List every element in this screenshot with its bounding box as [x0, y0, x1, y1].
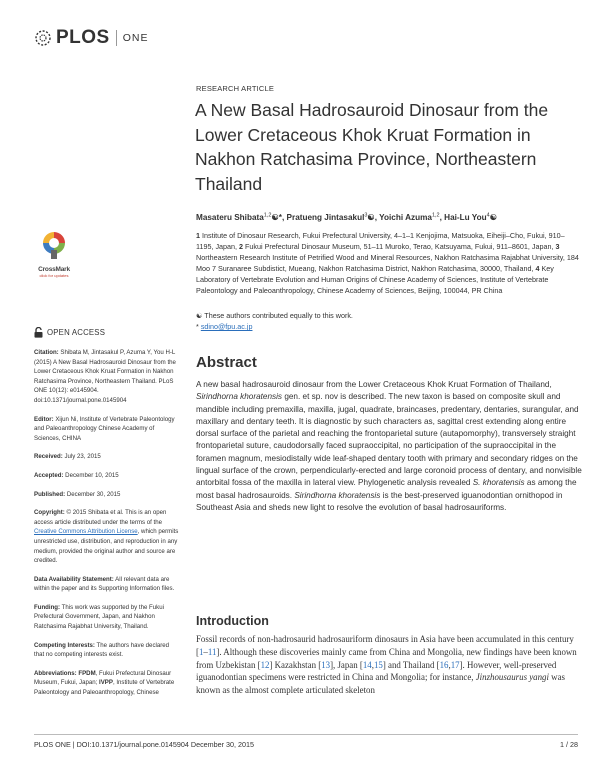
data-availability-block	[34, 575, 180, 594]
footer-citation: PLOS ONE | DOI:10.1371/journal.pone.0145904 December 30, 2015	[34, 740, 255, 749]
abstract-heading: Abstract	[196, 354, 257, 371]
received-date: July 23, 2015	[64, 453, 101, 461]
cc-license-link[interactable]: Creative Commons Attribution License	[34, 528, 138, 536]
competing-interests-block	[34, 641, 180, 660]
reference-link[interactable]: 15	[373, 659, 383, 670]
affil-text: Institute of Dinosaur Research, Fukui Prefectural University, 4–1–1 Kenjojima, Matsuoka, Eiheiji–Cho, Fukui, 910–1195, Japan,	[196, 231, 565, 251]
introduction-heading: Introduction	[196, 614, 269, 628]
corresponding-mark: *	[196, 322, 199, 331]
funding-label: Funding:	[34, 603, 61, 611]
logo-journal-name: ONE	[122, 32, 149, 44]
received-block	[34, 452, 180, 462]
data-availability-label: Data Availability Statement:	[34, 575, 114, 583]
intro-part: was known as the almost complete articulated skeleton	[196, 672, 565, 696]
open-access-label: OPEN ACCESS	[47, 328, 106, 337]
intro-part: Fossil records of non-hadrosaurid hadrosauriform dinosaurs in Asia have been accumulated in this century [	[196, 634, 574, 657]
citation-label: Citation:	[34, 349, 59, 356]
author-name[interactable]: Hai-Lu You	[444, 213, 487, 222]
received-label: Received:	[34, 453, 63, 461]
author-mark: ☯	[367, 213, 375, 222]
abbrev-text: , Fukui Prefectural Dinosaur Museum, Fukui, Japan;	[34, 669, 172, 687]
abbrev-term: IVPP	[99, 679, 113, 687]
affil-number: 1	[196, 231, 200, 240]
reference-link[interactable]: 11	[207, 646, 217, 657]
funding-text: This work was supported by the Fukui Prefectural Government, Japan, and Nakhon Ratchasima Rajabhat University, Thailand.	[34, 603, 164, 631]
reference-link[interactable]: 13	[321, 659, 331, 670]
species-name: Jinzhousaurus yangi	[475, 672, 549, 683]
plos-logo-icon	[34, 29, 52, 47]
author-affil: 1,2	[431, 212, 440, 219]
intro-part: ,	[448, 659, 451, 670]
affil-text: Northeastern Research Institute of Petrified Wood and Mineral Resources, Nakhon Ratchasima Rajabhat University, 184 Moo 7 Suranaree Subdistict, Mueang, Nakhon Ratchasima District, Nakhon Ratchasima, 30000, Thailand,	[196, 253, 579, 273]
abstract-part: A new basal hadrosauroid dinosaur from the Lower Cretaceous Khok Kruat Formation of Thailand,	[196, 380, 552, 389]
open-lock-icon	[34, 327, 43, 338]
intro-part: ] Kazakhstan [	[269, 659, 322, 670]
affiliations	[196, 230, 581, 296]
affil-number: 3	[555, 242, 560, 251]
copyright-text: © 2015 Shibata et al. This is an open access article distributed under the terms of the	[34, 509, 167, 526]
crossmark-label: CrossMark	[38, 266, 70, 273]
author-notes	[196, 310, 353, 332]
species-name-short: S. khoratensis	[472, 478, 525, 488]
corresponding-email-link[interactable]: sdino@fpu.ac.jp	[200, 322, 253, 331]
intro-part: ]. However, well-preserved iguanodontian specimens were restricted in China and Mongolia; for instance,	[196, 659, 557, 683]
logo-brand: PLOS	[56, 27, 110, 48]
crossmark-icon	[41, 230, 67, 260]
author-affil: 3	[364, 212, 368, 219]
author-mark: ☯*	[271, 213, 282, 222]
affil-number: 4	[535, 264, 540, 273]
species-name: Sirindhorna khoratensis	[294, 490, 381, 500]
editor-block	[34, 415, 180, 444]
editor-label: Editor:	[34, 415, 54, 423]
accepted-block	[34, 471, 180, 481]
intro-part: ], Japan [	[330, 659, 363, 670]
competing-interests-text: The authors have declared that no competing interests exist.	[34, 641, 170, 659]
article-title: A New Basal Hadrosauroid Dinosaur from the Lower Cretaceous Khok Kruat Formation in Nakhon Ratchasima Province, Northeastern Thailand	[195, 100, 549, 194]
abbrev-term: FPDM	[78, 669, 96, 677]
copyright-text-end: , which permits unrestricted use, distribution, and reproduction in any medium, provided the original author and source are credited.	[34, 528, 179, 565]
reference-link[interactable]: 12	[260, 659, 270, 670]
reference-link[interactable]: 1	[198, 646, 204, 657]
intro-part: ]. Although these discoveries mainly came from China and Mongolia, new findings have been known from Uzbekistan [	[196, 646, 577, 670]
citation-text: Shibata M, Jintasakul P, Azuma Y, You H-L (2015) A New Basal Hadrosauroid Dinosaur from the Lower Cretaceous Khok Kruat Formation in Nakhon Ratchasima Province, Northeastern Thailand. PLoS ONE 10(12): e0145904. doi:10.1371/journal.pone.0145904	[34, 349, 176, 404]
abbreviations-label: Abbreviations:	[34, 669, 77, 677]
equal-contribution-note: ☯ These authors contributed equally to this work.	[196, 311, 353, 320]
abstract-part: is the best-preserved iguanodontian ornithopod in Southeast Asia and sheds new light to resolve the evolution of basal hadrosauriforms.	[196, 490, 563, 512]
author-name[interactable]: Pratueng Jintasakul	[286, 213, 365, 222]
crossmark-sub: click for updates	[39, 273, 69, 278]
accepted-date: December 10, 2015	[65, 471, 119, 479]
citation-block	[34, 348, 180, 406]
plos-one-logo	[34, 26, 149, 50]
author-affil: 1,2	[263, 212, 272, 219]
reference-link[interactable]: 16	[439, 659, 449, 670]
footer-divider	[34, 734, 578, 735]
accepted-label: Accepted:	[34, 471, 64, 479]
abstract-part: gen. et sp. nov is described. The new taxon is based on composite skull and mandible including premaxilla, maxilla, jugal, quadrate, braincases, predentary, dentaries, surangular, and maxillary and dentary teeth. It is diagnostic by such characters as, sagittal crest extending along entire dorsal surface of the parietal and reaching the frontoparietal suture (autapomorphy), transversely straight frontoparietal suture, caudodorsally faced supraoccipital, no participation of the supraoccipital in the foramen magnum, mesiodistally wide leaf-shaped dentary tooth with primary and secondary ridges on the lingual surface of the crown, perpendicularly-erected and large coronoid process of dentary, and nonvisible antorbital fossa of the maxilla in lateral view. Phylogenetic analysis revealed	[196, 392, 582, 488]
author-mark: ☯	[489, 213, 498, 222]
published-label: Published:	[34, 490, 66, 498]
copyright-block	[34, 508, 180, 566]
author-name[interactable]: Yoichi Azuma	[379, 213, 432, 222]
affil-text: Key Laboratory of Vertebrate Evolution and Human Origins of Chinese Academy of Sciences, Institute of Vertebrate Paleontology and Paleoanthropology, Chinese Academy of Sciences, Beijing, 100044, PR China	[196, 264, 554, 295]
page-number: 1 / 28	[560, 740, 578, 749]
introduction-text	[196, 633, 586, 697]
intro-part: ,	[371, 659, 374, 670]
reference-link[interactable]: 14	[362, 659, 372, 670]
author-name[interactable]: Masateru Shibata	[196, 213, 264, 222]
copyright-label: Copyright:	[34, 509, 65, 517]
competing-interests-label: Competing Interests:	[34, 641, 95, 649]
author-list: Masateru Shibata$^{1,2}$☯*, Pratueng Jintasakul$^3$☯, Yoichi Azuma$^{1,2}$, Hai-Lu You$^4$☯	[196, 212, 498, 222]
data-availability-text: All relevant data are within the paper and its Supporting Information files.	[34, 575, 175, 593]
open-access-badge	[34, 327, 105, 338]
abstract-text	[196, 379, 586, 514]
affil-number: 2	[239, 242, 244, 251]
intro-part: –	[203, 646, 208, 657]
funding-block	[34, 603, 180, 632]
affil-text: Fukui Prefectural Dinosaur Museum, 51–11 Muroko, Terao, Katsuyama, Fukui, 911–8601, Japan,	[245, 242, 554, 251]
article-type: RESEARCH ARTICLE	[196, 84, 275, 93]
published-date: December 30, 2015	[66, 490, 121, 498]
published-block	[34, 490, 180, 500]
abstract-part: as among the most basal hadrosauroids.	[196, 478, 577, 500]
article-metadata-sidebar	[34, 348, 180, 707]
editor-text: Xijun Ni, Institute of Vertebrate Paleontology and Paleoanthropology Chinese Academy of Sciences, CHINA	[34, 415, 175, 442]
logo-divider	[116, 30, 117, 46]
species-name: Sirindhorna khoratensis	[196, 392, 283, 402]
author-affil: 4	[486, 212, 490, 219]
abbreviations-block	[34, 669, 180, 698]
reference-link[interactable]: 17	[450, 659, 460, 670]
abbrev-text: , Institute of Vertebrate Paleontology and Paleoanthropology, Chinese	[34, 679, 175, 697]
intro-part: ] and Thailand [	[382, 659, 440, 670]
crossmark-badge[interactable]	[34, 230, 74, 278]
